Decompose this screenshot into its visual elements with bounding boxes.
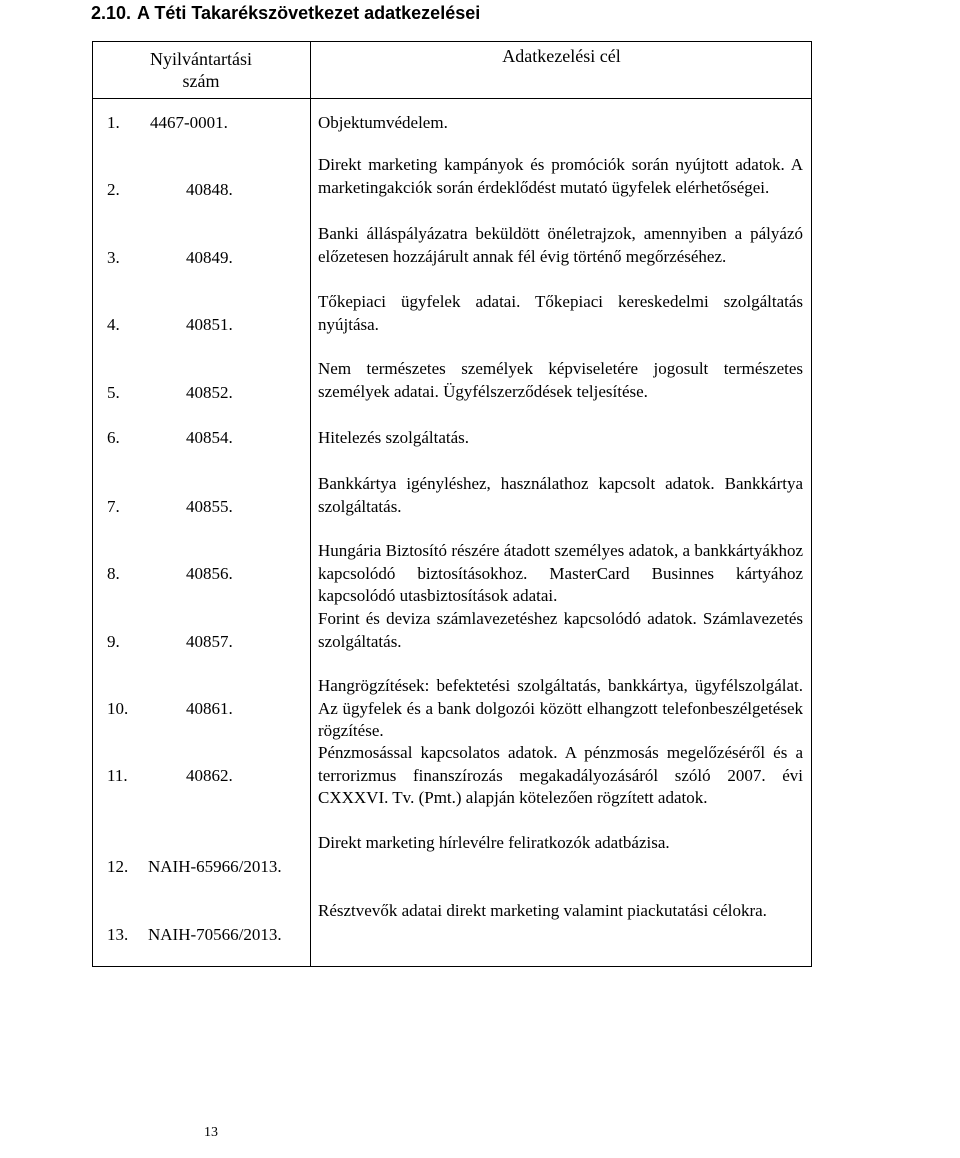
row-4-code: 40851. xyxy=(186,315,233,334)
row-5-purpose: Nem természetes személyek képviseletére jogosult természetes személyek adatai. Ügyfélszerződések teljesítése. xyxy=(318,359,803,401)
row-7-code: 40855. xyxy=(186,497,233,516)
header-registration-line1: Nyilvántartási xyxy=(150,48,252,69)
row-6-number: 6. xyxy=(107,428,120,447)
page-number: 13 xyxy=(204,1125,218,1140)
row-7-number: 7. xyxy=(107,497,120,516)
row-3-purpose: Banki álláspályázatra beküldött önéletrajzok, amennyiben a pályázó előzetesen hozzájárult annak fél évig történő megőrzéséhez. xyxy=(318,224,803,266)
row-5-number: 5. xyxy=(107,383,120,402)
row-11-number: 11. xyxy=(107,766,128,785)
row-2-purpose: Direkt marketing kampányok és promóciók során nyújtott adatok. A marketingakciók során érdeklődést mutató ügyfelek elérhetőségei. xyxy=(318,155,803,197)
row-4-number: 4. xyxy=(107,315,120,334)
row-1-code: 4467-0001. xyxy=(150,113,228,132)
row-11-purpose: Pénzmosással kapcsolatos adatok. A pénzmosás megelőzéséről és a terrorizmus finanszírozás megakadályozásáról szóló 2007. évi CXXXVI. Tv. (Pmt.) alapján kötelezően rögzített adatok. xyxy=(318,743,803,807)
row-1-number: 1. xyxy=(107,113,120,132)
row-10-code: 40861. xyxy=(186,699,233,718)
row-12-code: NAIH-65966/2013. xyxy=(148,857,282,876)
row-13-code: NAIH-70566/2013. xyxy=(148,925,282,944)
row-12-purpose: Direkt marketing hírlevélre feliratkozók adatbázisa. xyxy=(318,833,670,852)
row-4-purpose: Tőkepiaci ügyfelek adatai. Tőkepiaci kereskedelmi szolgáltatás nyújtása. xyxy=(318,292,803,334)
row-8-number: 8. xyxy=(107,564,120,583)
section-heading xyxy=(91,0,480,26)
row-5-code: 40852. xyxy=(186,383,233,402)
row-1-purpose: Objektumvédelem. xyxy=(318,113,448,132)
row-13-number: 13. xyxy=(107,925,129,944)
row-13-purpose: Résztvevők adatai direkt marketing valamint piackutatási célokra. xyxy=(318,901,767,920)
row-7-purpose: Bankkártya igényléshez, használathoz kapcsolt adatok. Bankkártya szolgáltatás. xyxy=(318,474,803,516)
row-8-purpose: Hungária Biztosító részére átadott személyes adatok, a bankkártyákhoz kapcsolódó biztosításokhoz. MasterCard Businnes kártyához kapcsolódó utasbiztosítások adatai. xyxy=(318,541,803,605)
header-purpose: Adatkezelési cél xyxy=(311,41,812,99)
row-10-purpose: Hangrögzítések: befektetési szolgáltatás, bankkártya, ügyfélszolgálat. Az ügyfelek és a bank dolgozói között elhangzott telefonbeszélgetések rögzítése. xyxy=(318,676,803,740)
section-title: A Téti Takarékszövetkezet adatkezelései xyxy=(137,3,481,23)
row-6-purpose: Hitelezés szolgáltatás. xyxy=(318,428,470,447)
row-9-purpose: Forint és deviza számlavezetéshez kapcsolódó adatok. Számlavezetés szolgáltatás. xyxy=(318,609,803,651)
row-9-code: 40857. xyxy=(186,632,233,651)
section-number: 2.10. xyxy=(91,3,132,23)
row-2-code: 40848. xyxy=(186,180,233,199)
header-registration-line2: szám xyxy=(182,70,220,91)
row-8-code: 40856. xyxy=(186,564,233,583)
row-12-number: 12. xyxy=(107,857,129,876)
row-2-number: 2. xyxy=(107,180,120,199)
row-9-number: 9. xyxy=(107,632,120,651)
row-10-number: 10. xyxy=(107,699,129,718)
row-11-code: 40862. xyxy=(186,766,233,785)
row-6-code: 40854. xyxy=(186,428,233,447)
row-3-number: 3. xyxy=(107,248,120,267)
header-registration-number xyxy=(92,41,311,99)
column-divider xyxy=(310,99,311,967)
row-3-code: 40849. xyxy=(186,248,233,267)
